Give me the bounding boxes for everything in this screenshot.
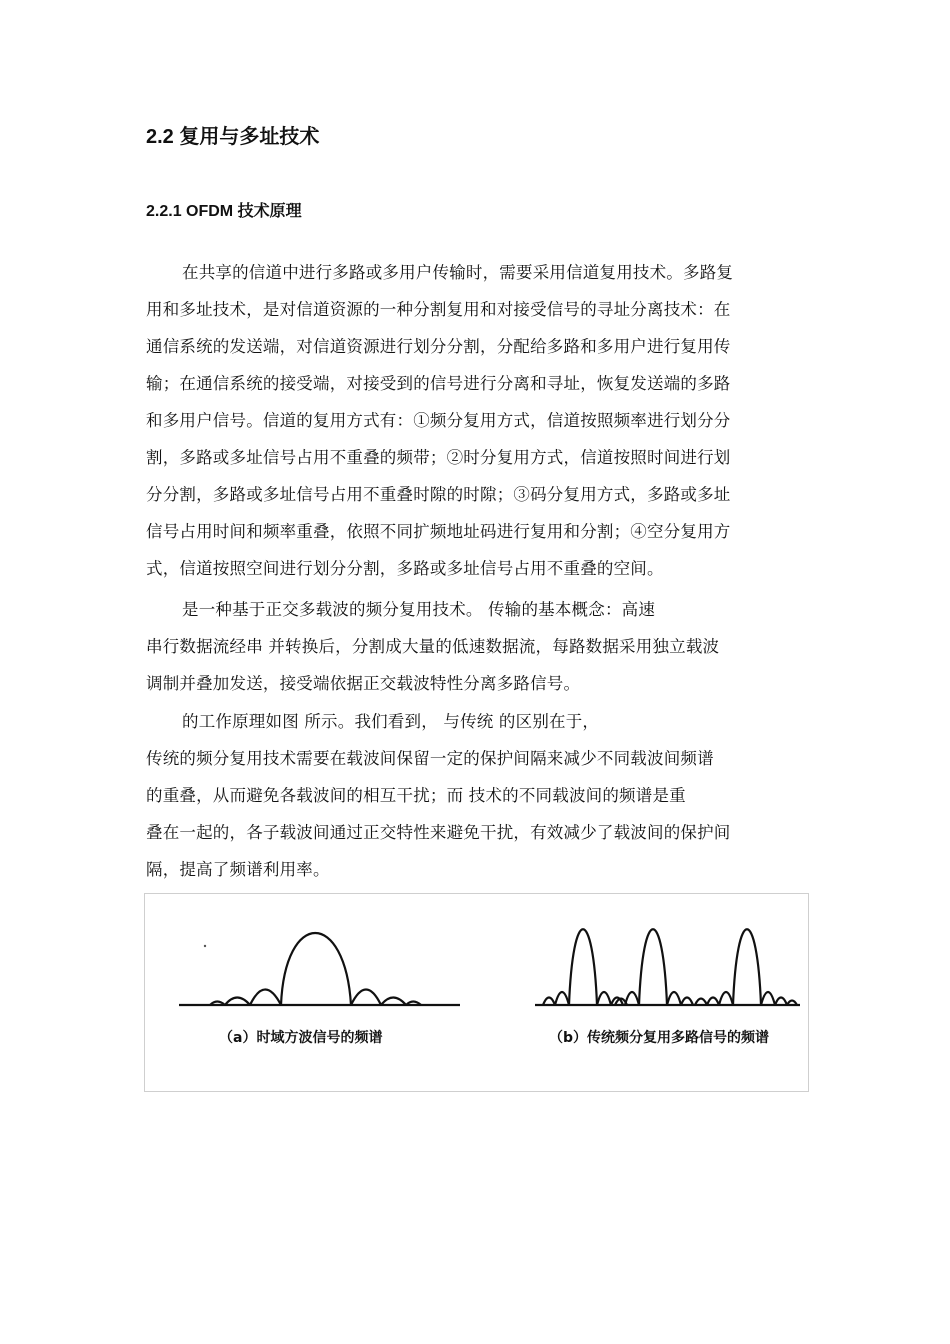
- paragraph1-line: 分分割，多路或多址信号占用不重叠时隙的时隙；③码分复用方式，多路或多址: [146, 485, 731, 504]
- paragraph2-line: 是一种基于正交多载波的频分复用技术。 传输的基本概念：高速: [182, 600, 656, 619]
- paragraph3-line: 隔，提高了频谱利用率。: [146, 860, 330, 879]
- side-lobe-a: [225, 998, 250, 1006]
- side-lobe-a: [381, 998, 406, 1006]
- side-lobe-b: [555, 992, 569, 1005]
- side-lobe-a: [351, 990, 381, 1006]
- main-lobe-b2: [639, 929, 667, 1005]
- paragraph1-line: 输；在通信系统的接受端，对接受到的信号进行分离和寻址，恢复发送端的多路: [146, 374, 731, 393]
- paragraph1-line: 在共享的信道中进行多路或多用户传输时，需要采用信道复用技术。多路复: [182, 263, 734, 282]
- side-lobe-b: [543, 998, 555, 1006]
- main-lobe-a: [281, 933, 351, 1005]
- spectrum-figure: [144, 893, 809, 1092]
- paragraph1-line: 用和多址技术，是对信道资源的一种分割复用和对接受信号的寻址分离技术：在: [146, 300, 731, 319]
- side-lobe-b: [597, 992, 611, 1005]
- caption-a: （a）时域方波信号的频谱: [219, 1030, 383, 1046]
- main-lobe-b1: [569, 929, 597, 1005]
- paragraph1-line: 割，多路或多址信号占用不重叠的频带；②时分复用方式，信道按照时间进行划: [146, 448, 731, 467]
- caption-b: （b）传统频分复用多路信号的频谱: [549, 1030, 770, 1046]
- main-lobe-b3: [733, 929, 761, 1005]
- paragraph1-line: 通信系统的发送端，对信道资源进行划分分割，分配给多路和多用户进行复用传: [146, 337, 731, 356]
- speck-mark: [204, 945, 206, 947]
- side-lobe-b: [719, 992, 733, 1005]
- subsection-title: 2.2.1 OFDM 技术原理: [146, 203, 302, 220]
- paragraph2-line: 串行数据流经串 并转换后，分割成大量的低速数据流，每路数据采用独立载波: [146, 637, 720, 656]
- paragraph1-line: 信号占用时间和频率重叠，依照不同扩频地址码进行复用和分割；④空分复用方: [146, 522, 731, 541]
- paragraph1-line: 和多用户信号。信道的复用方式有：①频分复用方式，信道按照频率进行划分分: [146, 411, 731, 430]
- paragraph3-line: 的工作原理如图 所示。我们看到， 与传统 的区别在于，: [182, 712, 600, 731]
- side-lobe-b: [761, 992, 775, 1005]
- paragraph3-line: 的重叠，从而避免各载波间的相互干扰；而 技术的不同载波间的频谱是重: [146, 786, 686, 805]
- paragraph3-line: 传统的频分复用技术需要在载波间保留一定的保护间隔来减少不同载波间频谱: [146, 749, 714, 768]
- paragraph3-line: 叠在一起的，各子载波间通过正交特性来避免干扰，有效减少了载波间的保护间: [146, 823, 731, 842]
- paragraph1-line: 式，信道按照空间进行划分分割，多路或多址信号占用不重叠的空间。: [146, 559, 664, 578]
- side-lobe-a: [250, 990, 281, 1006]
- paragraph2-line: 调制并叠加发送，接受端依据正交载波特性分离多路信号。: [146, 674, 581, 693]
- side-lobe-b: [667, 992, 681, 1005]
- spectrum-illustration: [145, 894, 808, 1091]
- side-lobe-b: [775, 998, 787, 1006]
- section-title: 2.2 复用与多址技术: [146, 126, 320, 148]
- side-lobe-b: [681, 998, 693, 1006]
- side-lobe-b: [707, 998, 719, 1006]
